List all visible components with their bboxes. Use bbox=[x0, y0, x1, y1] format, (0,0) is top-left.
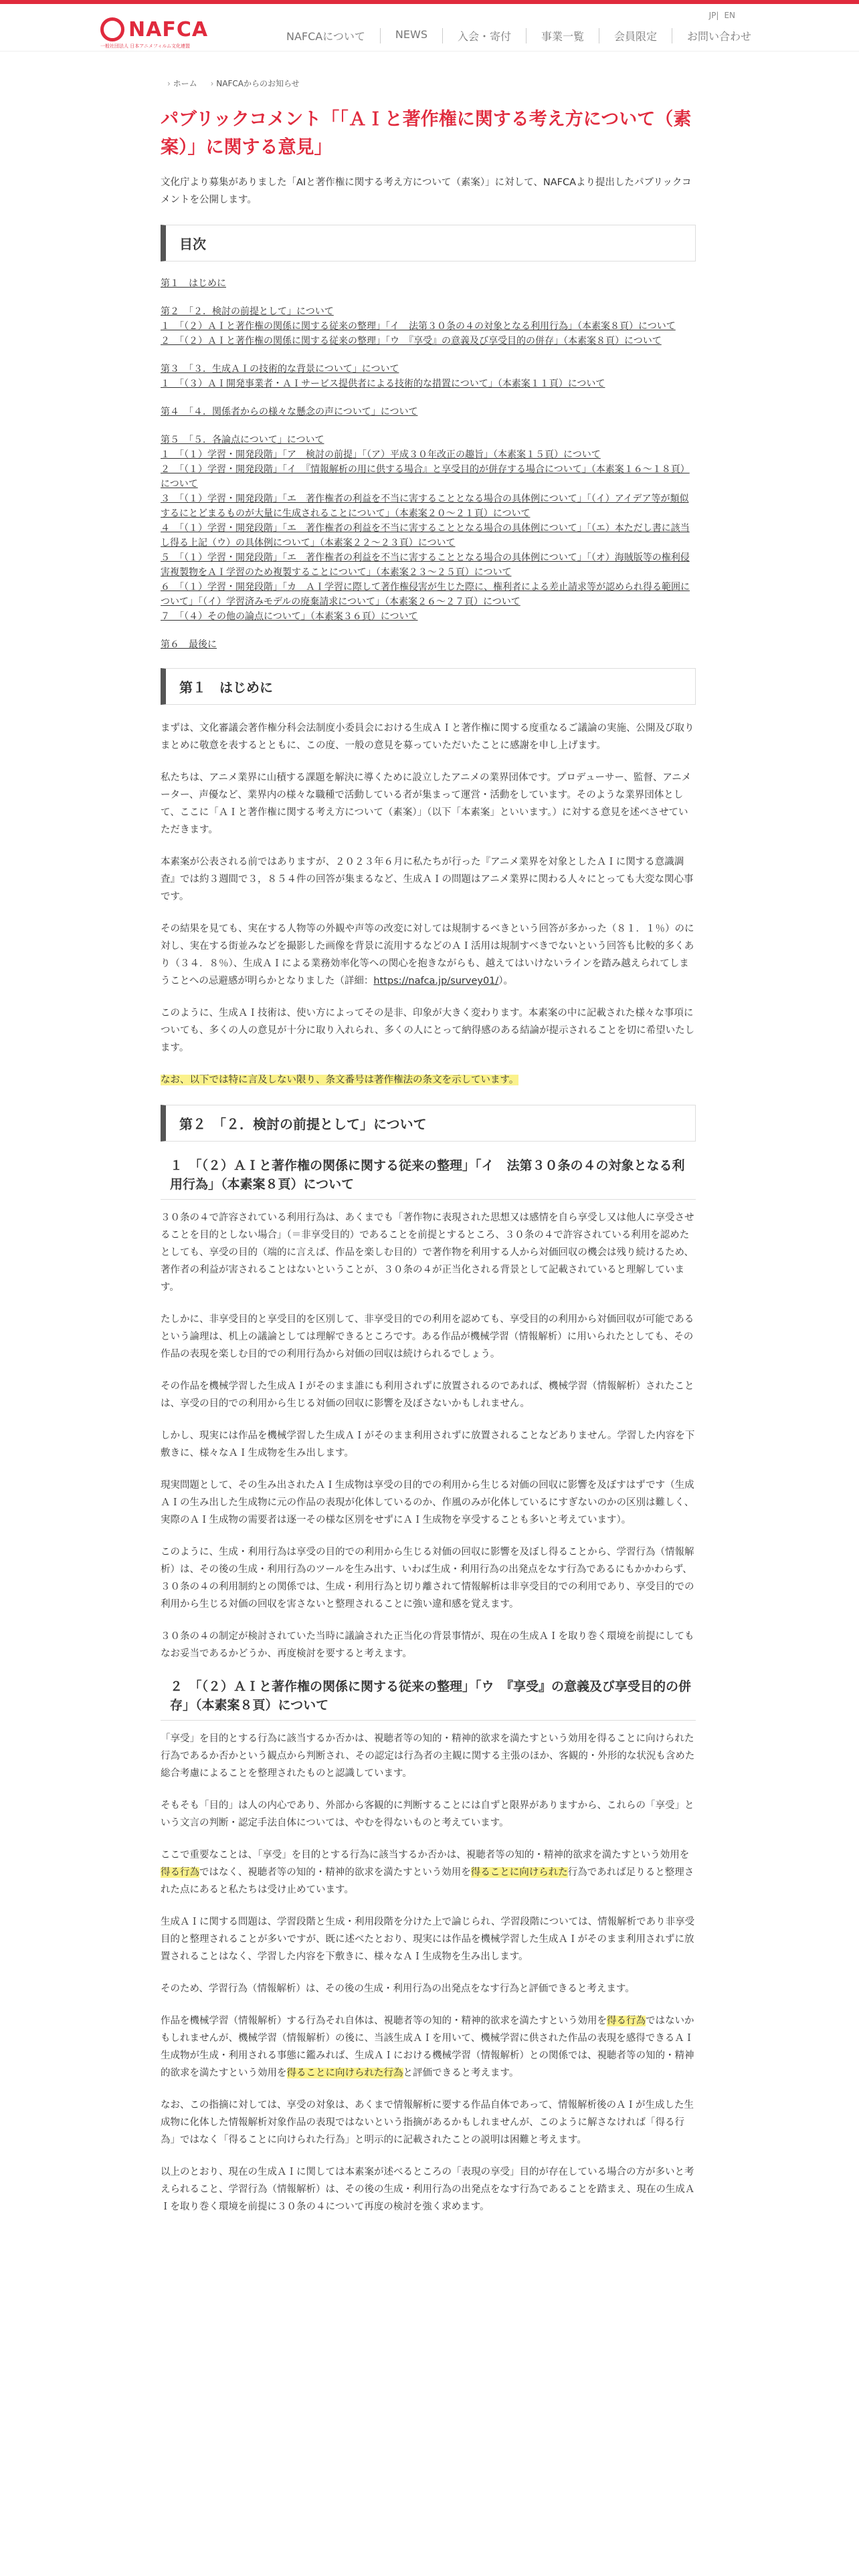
highlight: 得ることに向けられた行為 bbox=[286, 2068, 403, 2078]
toc-heading: 目次 bbox=[161, 225, 696, 261]
article bbox=[161, 106, 696, 2230]
breadcrumb bbox=[167, 78, 300, 89]
toc-group bbox=[161, 276, 696, 291]
logo-text: NAFCA bbox=[128, 17, 209, 41]
subsection1-body bbox=[161, 1209, 696, 1662]
toc-group bbox=[161, 362, 696, 391]
sub1-paragraph: 現実問題として、その生み出されたＡＩ生成物は享受の目的での利用から生じる対価の回収に影響を及ぼすはずです（生成ＡＩの生み出した生成物に元の作品の表現が化体しているのか、作風のみが化体しているにすぎないのかの区別は難しく、実際のＡＩ生成物の需要者は逐一その様な区別をせずにＡＩ生成物を享受することも多いと考えています）。 bbox=[161, 1480, 694, 1525]
sub2-paragraph: 以上のとおり、現在の生成ＡＩに関しては本素案が述べるところの「表現の享受」目的が存在している場合の方が多いと考えられること、学習行為（情報解析）は、その後の生成・利用行為の出発点をなす行為であることを踏まえ、現在の生成ＡＩを取り巻く環境を前提に３０条の４について再度の検討を強く求めます。 bbox=[161, 2167, 695, 2212]
nav-join[interactable]: 入会・寄付 bbox=[443, 28, 527, 43]
logo-subtitle: 一般社団法人 日本アニメフィルム文化連盟 bbox=[100, 43, 191, 49]
nav-news[interactable]: NEWS bbox=[381, 28, 443, 43]
section2-heading: 第２ 「２．検討の前提として」について bbox=[161, 1105, 696, 1142]
toc-link[interactable]: 第６ 最後に bbox=[161, 639, 217, 650]
survey-link[interactable]: https://nafca.jp/survey01/ bbox=[373, 976, 499, 986]
sub1-paragraph: たしかに、非享受目的と享受目的を区別して、非享受目的での利用を認めても、享受目的の利用から対価回収が可能であるという論理は、机上の議論としては理解できるところです。ある作品が機械学習（情報解析）に用いられたとしても、その作品の表現を楽しむ目的での利用行為から対価の回収は続けられるでしょう。 bbox=[161, 1314, 694, 1360]
main-nav bbox=[272, 28, 766, 43]
toc-link[interactable]: ７ 「（４）その他の論点について」（本素案３６頁）について bbox=[161, 611, 418, 622]
toc-link[interactable]: ４ 「（１）学習・開発段階」「エ 著作権者の利益を不当に害することとなる場合の具体例について」「（エ）本ただし書に該当し得る上記（ウ）の具体例について」（本素案２２～２３頁）について bbox=[161, 523, 690, 548]
breadcrumb-home[interactable]: › ホーム bbox=[167, 78, 197, 89]
sub1-paragraph: ３０条の４で許容されている利用行為は、あくまでも「著作物に表現された思想又は感情を自ら享受し又は他人に享受させることを目的としない場合」（＝非享受目的）であることを前提とするところ、３０条の４で許容されている利用を認めたとしても、享受の目的（端的に言えば、作品を楽しむ目的）で著作物を利用する人から対価回収の機会は残り続けるため、著作者の利益が害されることはないということが、３０条の４が正当化される背景として記載されていると理解しています。 bbox=[161, 1212, 694, 1293]
section1-note bbox=[161, 1071, 696, 1089]
nav-contact[interactable]: お問い合わせ bbox=[687, 30, 752, 43]
subsection-heading: ２ 「（２）ＡＩと著作権の関係に関する従来の整理」「ウ 『享受』の意義及び享受目的の併存」（本素案８頁）について bbox=[161, 1677, 696, 1721]
section1-paragraph: このように、生成ＡＩ技術は、使い方によってその是非、印象が大きく変わります。本素案の中に記載された様々な事項についても、多くの人の意見が十分に取り入れられ、多くの人にとって納得感のある結論が提示されることを切に希望いたします。 bbox=[161, 1008, 695, 1053]
sub1-paragraph: しかし、現実には作品を機械学習した生成ＡＩがそのまま利用されずに放置されることなどありません。学習した内容を下敷きに、様々なＡＩ生成物を生み出します。 bbox=[161, 1430, 695, 1459]
language-switcher: JP| EN bbox=[708, 11, 735, 20]
toc-link[interactable]: ３ 「（１）学習・開発段階」「エ 著作権者の利益を不当に害することとなる場合の具体例について」「（イ）アイデア等が類似するにとどまるものが大量に生成されることについて」（本素案２０～２１頁）について bbox=[161, 494, 689, 519]
section1-paragraph: まずは、文化審議会著作権分科会法制度小委員会における生成ＡＩと著作権に関する度重なるご議論の実施、公開及び取りまとめに敬意を表するとともに、この度、一般の意見を募っていただいたことに感謝を申し上げます。 bbox=[161, 723, 694, 751]
toc-link[interactable]: ２ 「（１）学習・開発段階」「イ 『情報解析の用に供する場合』と享受目的が併存する場合について」（本素案１６～１８頁）について bbox=[161, 464, 690, 490]
sub2-paragraph: 生成ＡＩに関する問題は、学習段階と生成・利用段階を分けた上で論じられ、学習段階については、情報解析であり非享受目的と整理されることが多いですが、既に述べたとおり、現実には作品を機械学習した生成ＡＩがそのまま利用されずに放置されることはなく、学習した内容を下敷きに、様々なＡＩ生成物を生み出します。 bbox=[161, 1917, 695, 1962]
section1-heading: 第１ はじめに bbox=[161, 668, 696, 705]
table-of-contents bbox=[161, 276, 696, 652]
toc-link[interactable]: １ 「（３）ＡＩ開発事業者・ＡＩサービス提供者による技術的な措置について」（本素案１１頁）について bbox=[161, 379, 605, 389]
text-part: 作品を機械学習（情報解析）する行為それ自体は、視聴者等の知的・精神的欲求を満たすという効用を bbox=[161, 2016, 607, 2026]
sub1-paragraph: ３０条の４の制定が検討されていた当時に議論された正当化の背景事情が、現在の生成ＡＩを取り巻く環境を前提にしてもなお妥当であるかどうか、再度検討を要すると考えます。 bbox=[161, 1631, 694, 1659]
lang-jp-link[interactable]: JP bbox=[708, 11, 717, 20]
toc-link[interactable]: １ 「（２）ＡＩと著作権の関係に関する従来の整理」「イ 法第３０条の４の対象となる利用行為」（本素案８頁）について bbox=[161, 321, 676, 332]
text-part: ではなく、視聴者等の知的・精神的欲求を満たすという効用を bbox=[199, 1867, 471, 1878]
section1-paragraph: 本素案が公表される前ではありますが、２０２３年６月に私たちが行った『アニメ業界を対象としたＡＩに関する意識調査』では約３週間で３，８５４件の回答が集まるなど、生成ＡＩの問題はアニメ業界に関わる人々にとっても大変な関心事です。 bbox=[161, 857, 694, 902]
sub2-paragraph bbox=[161, 1846, 696, 1899]
logo-mark-icon bbox=[100, 17, 124, 41]
sub2-paragraph bbox=[161, 2012, 696, 2082]
toc-group bbox=[161, 637, 696, 652]
toc-link[interactable]: 第５ 「５．各論点について」について bbox=[161, 435, 324, 445]
text-part: ここで重要なことは、「享受」を目的とする行為に該当するか否かは、視聴者等の知的・精神的欲求を満たすという効用を bbox=[161, 1850, 690, 1860]
sub2-paragraph: なお、この指摘に対しては、享受の対象は、あくまで情報解析に要する作品自体であって、情報解析後のＡＩが生成した生成物に化体した情報解析対象作品の表現ではないという指摘があるかもしれませんが、このように解さなければ「得る行為」ではなく「得ることに向けられた行為」と明示的に記載されたことの説明は困難と考えます。 bbox=[161, 2100, 694, 2145]
sub1-paragraph: このように、生成・利用行為は享受の目的での利用から生じる対価の回収に影響を及ぼし得ることから、学習行為（情報解析）は、その後の生成・利用行為のツールを生み出す、いわば生成・利用行為の出発点をなす行為であるにもかかわらず、３０条の４の利用制約との関係では、生成・利用行為と切り離されて情報解析は非享受目的での利用であり、享受目的での利用から生じる対価の回収を害さないと整理されることに強い違和感を覚えます。 bbox=[161, 1547, 694, 1610]
sub2-paragraph: そもそも「目的」は人の内心であり、外部から客観的に判断することには自ずと限界がありますから、これらの「享受」という文言の判断・認定手法自体については、やむを得ないものと考えています。 bbox=[161, 1800, 694, 1828]
toc-group bbox=[161, 304, 696, 348]
page-title: パブリックコメント「「ＡＩと著作権に関する考え方について（素案）」に関する意見」 bbox=[161, 109, 692, 158]
toc-link[interactable]: 第４ 「４．関係者からの様々な懸念の声について」について bbox=[161, 407, 418, 417]
site-header bbox=[0, 4, 859, 51]
text-part: 行為であれば足りると整理された点にあると私たちは受け止めています。 bbox=[161, 1867, 694, 1895]
highlight: 得る行為 bbox=[607, 2016, 646, 2026]
text-part: と評価できると考えます。 bbox=[403, 2068, 519, 2078]
breadcrumb-news[interactable]: › NAFCAからのお知らせ bbox=[211, 78, 300, 89]
sub2-paragraph: 「享受」を目的とする行為に該当するか否かは、視聴者等の知的・精神的欲求を満たすという効用を得ることに向けられた行為であるか否かという観点から判断され、その認定は行為者の主観に関する主張のほか、客観的・外形的な状況も含めた総合考慮によることを整理されたものと認識しています。 bbox=[161, 1733, 695, 1779]
survey-text: その結果を見ても、実在する人物等の外観や声等の改変に対しては規制するべきという回答が多かった（８１．１％）のに対し、実在する街並みなどを撮影した画像を背景に流用するなどのＡＩ活用は規制すべきでないという回答も比較的多くあり（３４．８％）、生成ＡＩによる業務効率化等への関心を抱きながらも、越えてはいけないラインを踏み越えられてしまうことへの忌避感が明らかとなりました（詳細： bbox=[161, 924, 694, 986]
section1-paragraph: 私たちは、アニメ業界に山積する課題を解決に導くために設立したアニメの業界団体です。プロデューサー、監督、アニメーター、声優など、業界内の様々な職種で活動している者が集まって運営・活動をしています。そのような業界団体として、ここに「ＡＩと著作権に関する考え方について（素案）」（以下「本素案」といいます。）に対する意見を述べさせていただきます。 bbox=[161, 772, 692, 835]
toc-link[interactable]: 第３ 「３．生成ＡＩの技術的な背景について」について bbox=[161, 364, 399, 374]
lang-en-link[interactable]: EN bbox=[724, 11, 735, 20]
sub2-paragraph: そのため、学習行為（情報解析）は、その後の生成・利用行為の出発点をなす行為と評価できると考えます。 bbox=[161, 1983, 635, 1994]
toc-link[interactable]: ６ 「（１）学習・開発段階」「カ ＡＩ学習に際して著作権侵害が生じた際に、権利者による差止請求等が認められ得る範囲について」「（イ）学習済みモデルの廃棄請求について」（本素案２６～２７頁）について bbox=[161, 582, 690, 607]
nav-members[interactable]: 会員限定 bbox=[599, 28, 672, 43]
toc-group bbox=[161, 433, 696, 624]
intro-text: 文化庁より募集がありました「AIと著作権に関する考え方について（素案）」に対して、NAFCAより提出したパブリックコメントを公開します。 bbox=[161, 177, 692, 205]
toc-link[interactable]: ２ 「（２）ＡＩと著作権の関係に関する従来の整理」「ウ 『享受』の意義及び享受目的の併存」（本素案８頁）について bbox=[161, 336, 662, 346]
text-part: ではないかもしれませんが、機械学習（情報解析）の後に、当該生成ＡＩを用いて、機械学習に供された作品の表現を感得できるＡＩ生成物が生成・利用される事態に鑑みれば、生成ＡＩにおける機械学習（情報解析）との関係では、視聴者等の知的・精神的欲求を満たすという効用を bbox=[161, 2016, 694, 2078]
nav-about[interactable]: NAFCAについて bbox=[272, 28, 381, 43]
site-logo[interactable] bbox=[100, 17, 208, 41]
toc-group bbox=[161, 405, 696, 419]
toc-link[interactable]: ５ 「（１）学習・開発段階」「エ 著作権者の利益を不当に害することとなる場合の具体例について」「（オ）海賊版等の権利侵害複製物をＡＩ学習のため複製することについて」（本素案２３～２５頁）について bbox=[161, 552, 690, 578]
toc-link[interactable]: 第１ はじめに bbox=[161, 278, 226, 289]
sub1-paragraph: その作品を機械学習した生成ＡＩがそのまま誰にも利用されずに放置されるのであれば、機械学習（情報解析）されたことは、享受の目的での利用から生じる対価の回収に影響を及ぼさないかもしれません。 bbox=[161, 1381, 694, 1409]
section1-paragraph bbox=[161, 920, 696, 990]
toc-link[interactable]: 第２ 「２．検討の前提として」について bbox=[161, 306, 334, 317]
highlighted-note: なお、以下では特に言及しない限り、条文番号は著作権法の条文を示しています。 bbox=[161, 1075, 519, 1085]
toc-link[interactable]: １ 「（１）学習・開発段階」「ア 検討の前提」「（ア）平成３０年改正の趣旨」（本素案１５頁）について bbox=[161, 449, 601, 460]
highlight: 得ることに向けられた bbox=[470, 1867, 568, 1878]
subsection-heading: １ 「（２）ＡＩと著作権の関係に関する従来の整理」「イ 法第３０条の４の対象となる利用行為」（本素案８頁）について bbox=[161, 1156, 696, 1200]
highlight: 得る行為 bbox=[161, 1867, 199, 1878]
nav-projects[interactable]: 事業一覧 bbox=[527, 28, 599, 43]
survey-tail: ）。 bbox=[498, 976, 514, 986]
